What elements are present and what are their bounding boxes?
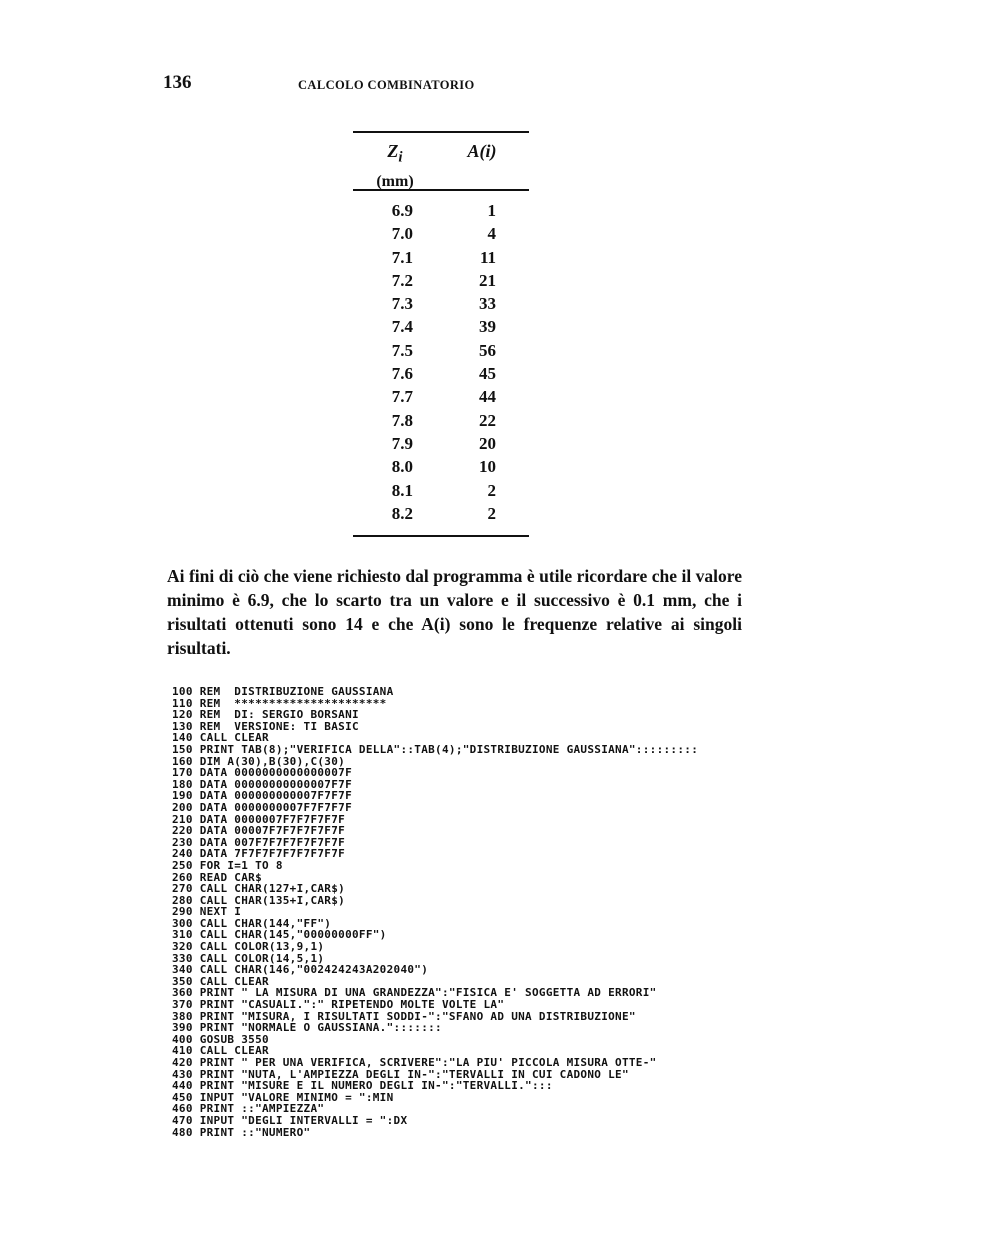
cell-a-frequency: 22 — [479, 410, 496, 430]
cell-z-value: 8.2 — [391, 503, 413, 523]
cell-z-value: 7.9 — [391, 433, 413, 453]
code-line: 420 PRINT " PER UNA VERIFICA, SCRIVERE":"LA PIU' PICCOLA MISURA OTTE-" — [172, 1056, 657, 1069]
cell-a-frequency: 45 — [479, 364, 496, 384]
code-line: 110 REM ********************** — [172, 696, 387, 710]
code-line: 480 PRINT ::"NUMERO" — [172, 1125, 311, 1139]
cell-z-value: 7.8 — [391, 410, 413, 430]
code-line: 320 CALL COLOR(13,9,1) — [172, 940, 325, 954]
code-line: 260 READ CAR$ — [172, 870, 262, 884]
table-row — [353, 434, 529, 457]
table-row — [353, 457, 529, 480]
code-line: 130 REM VERSIONE: TI BASIC — [172, 719, 359, 733]
table-bottom-rule — [353, 535, 529, 537]
table-row — [353, 387, 529, 410]
table-row — [353, 504, 529, 527]
running-head: CALCOLO COMBINATORIO — [298, 78, 475, 92]
table-row — [353, 341, 529, 364]
cell-z-value: 7.0 — [391, 224, 413, 244]
body-paragraph: Ai fini di ciò che viene richiesto dal programma è utile ricordare che il valore minimo è 6.9, che lo scarto tra un valore e il successivo è 0.1 mm, che i risultati ottenuti sono 14 e che A(i) sono le frequenze relative ai singoli risultati. — [167, 566, 742, 658]
code-line: 410 CALL CLEAR — [172, 1044, 269, 1058]
code-line: 240 DATA 7F7F7F7F7F7F7F7F — [172, 847, 346, 861]
code-line: 200 DATA 0000000007F7F7F7F — [172, 800, 352, 814]
code-line: 230 DATA 007F7F7F7F7F7F7F — [172, 835, 346, 849]
code-line: 370 PRINT "CASUALI.":" RIPETENDO MOLTE VOLTE LA" — [172, 998, 505, 1012]
table-row — [353, 271, 529, 294]
cell-a-frequency: 2 — [487, 480, 496, 500]
code-line: 330 CALL COLOR(14,5,1) — [172, 951, 325, 965]
page-header — [163, 72, 763, 102]
code-line: 270 CALL CHAR(127+I,CAR$) — [172, 882, 346, 896]
cell-a-frequency: 56 — [479, 340, 496, 360]
code-line: 180 DATA 00000000000007F7F — [172, 777, 352, 791]
cell-z-value: 6.9 — [391, 201, 413, 220]
code-line: 310 CALL CHAR(145,"00000000FF") — [172, 928, 387, 942]
code-line: 290 NEXT I — [172, 905, 242, 919]
code-line: 210 DATA 0000007F7F7F7F7F — [172, 812, 346, 826]
code-line: 430 PRINT "NUTA, L'AMPIEZZA DEGLI IN-":"TERVALLI IN CUI CADONO LE" — [172, 1067, 629, 1081]
code-line: 120 REM DI: SERGIO BORSANI — [172, 708, 359, 722]
cell-a-frequency: 33 — [479, 294, 496, 314]
code-line: 350 CALL CLEAR — [172, 974, 269, 988]
column-header-a-label: A(i) — [467, 141, 497, 161]
code-line: 250 FOR I=1 TO 8 — [172, 858, 283, 872]
code-line: 300 CALL CHAR(144,"FF") — [172, 916, 332, 930]
cell-a-frequency: 4 — [487, 224, 496, 244]
column-header-z — [353, 139, 437, 194]
code-line: 340 CALL CHAR(146,"002424243A202040") — [172, 963, 429, 977]
table-row — [353, 411, 529, 434]
table-body — [353, 191, 529, 535]
table-header — [353, 133, 529, 189]
code-line: 100 REM DISTRIBUZIONE GAUSSIANA — [172, 685, 394, 698]
code-line: 170 DATA 0000000000000007F — [172, 766, 352, 780]
cell-z-value: 7.7 — [391, 387, 413, 407]
table-row — [353, 481, 529, 504]
table-row — [353, 317, 529, 340]
code-line: 380 PRINT "MISURA, I RISULTATI SODDI-":"SFANO AD UNA DISTRIBUZIONE" — [172, 1009, 636, 1023]
cell-z-value: 7.3 — [391, 294, 413, 314]
code-line: 440 PRINT "MISURE E IL NUMERO DEGLI IN-":"TERVALLI."::: — [172, 1079, 553, 1093]
cell-z-value: 7.1 — [391, 247, 413, 267]
cell-a-frequency: 2 — [487, 503, 496, 523]
cell-a-frequency: 39 — [479, 317, 496, 337]
cell-z-value: 7.2 — [391, 270, 413, 290]
code-line: 160 DIM A(30),B(30),C(30) — [172, 754, 346, 768]
column-header-a — [457, 139, 507, 163]
cell-a-frequency: 11 — [479, 247, 496, 267]
code-line: 140 CALL CLEAR — [172, 731, 269, 745]
cell-z-value: 8.0 — [391, 457, 413, 477]
code-line: 360 PRINT " LA MISURA DI UNA GRANDEZZA":"FISICA E' SOGGETTA AD ERRORI" — [172, 986, 657, 1000]
cell-a-frequency: 44 — [479, 387, 496, 407]
table-row — [353, 294, 529, 317]
frequency-table — [353, 131, 529, 537]
code-line: 150 PRINT TAB(8);"VERIFICA DELLA"::TAB(4);"DISTRIBUZIONE GAUSSIANA"::::::::: — [172, 742, 699, 756]
page-number: 136 — [163, 72, 192, 93]
code-line: 400 GOSUB 3550 — [172, 1032, 269, 1046]
cell-a-frequency: 10 — [479, 457, 496, 477]
column-header-z-symbol: Z — [387, 141, 399, 161]
column-header-unit: (mm) — [376, 172, 414, 190]
code-line: 470 INPUT "DEGLI INTERVALLI = ":DX — [172, 1113, 408, 1127]
table-row — [353, 224, 529, 247]
table-row — [353, 201, 529, 224]
column-header-z-subscript: i — [398, 149, 403, 166]
cell-z-value: 8.1 — [391, 480, 413, 500]
cell-z-value: 7.4 — [391, 317, 413, 337]
code-line: 220 DATA 00007F7F7F7F7F7F — [172, 824, 346, 838]
table-row — [353, 364, 529, 387]
code-line: 460 PRINT ::"AMPIEZZA" — [172, 1102, 325, 1116]
code-line: 450 INPUT "VALORE MINIMO = ":MIN — [172, 1090, 394, 1104]
code-line: 190 DATA 000000000007F7F7F — [172, 789, 352, 803]
cell-z-value: 7.6 — [391, 364, 413, 384]
cell-z-value: 7.5 — [391, 340, 413, 360]
table-row — [353, 248, 529, 271]
code-line: 390 PRINT "NORMALE O GAUSSIANA."::::::: — [172, 1021, 442, 1035]
cell-a-frequency: 1 — [487, 201, 496, 220]
cell-a-frequency: 21 — [479, 270, 496, 290]
basic-code-listing — [172, 686, 872, 1138]
code-line: 280 CALL CHAR(135+I,CAR$) — [172, 893, 346, 907]
cell-a-frequency: 20 — [479, 433, 496, 453]
